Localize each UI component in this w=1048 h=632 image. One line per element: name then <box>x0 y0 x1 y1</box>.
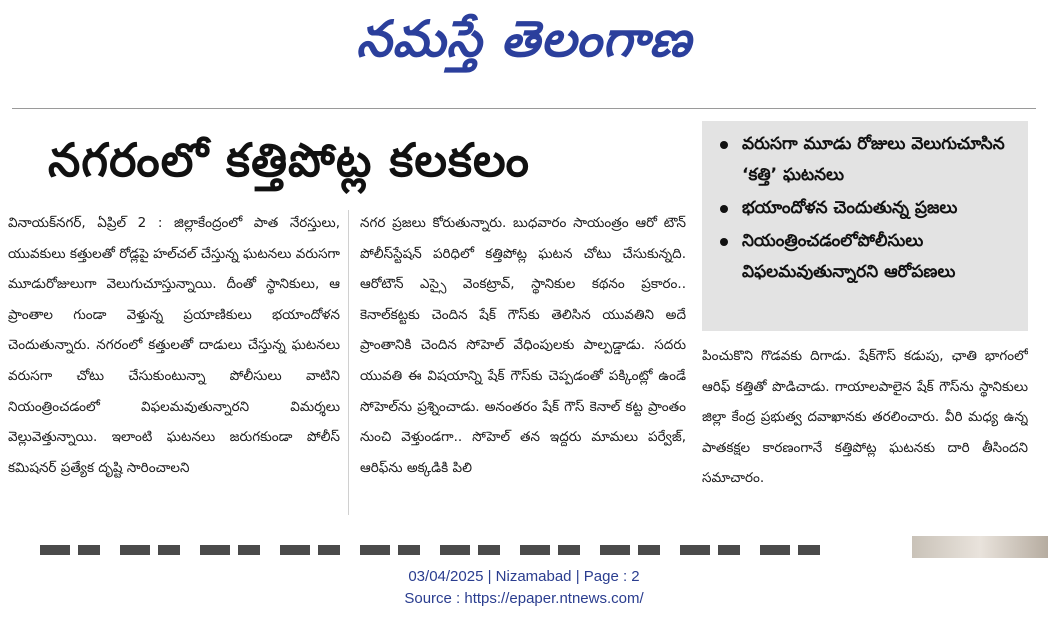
next-article-cutoff <box>40 545 840 555</box>
top-divider <box>12 108 1036 109</box>
bullet-icon <box>720 141 728 149</box>
photo-fragment <box>912 536 1048 558</box>
page-footer <box>0 566 1048 610</box>
bullet-icon <box>720 205 728 213</box>
article-headline: నగరంలో కత్తిపోట్ల కలకలం <box>48 133 530 187</box>
highlight-text: భయాందోళన చెందుతున్న ప్రజలు <box>742 198 958 218</box>
article-column-3: పించుకొని గొడవకు దిగాడు. షేక్‌గౌస్ కడుపు, ఛాతి భాగంలో ఆరిఫ్ కత్తితో పొడిచాడు. గాయాలపాలైన షేక్ గౌస్‌ను స్థానికులు జిల్లా కేంద్ర ప్రభుత్వ దవాఖానకు తరలించారు. వీరి మధ్య ఉన్న పాతకక్షల కారణంగానే కత్తిపోట్ల ఘటనకు దారి తీసిందని సమాచారం. <box>702 348 1028 487</box>
footer-source: Source : https://epaper.ntnews.com/ <box>404 590 644 607</box>
highlight-text: వరుసగా మూడు రోజులు వెలుగుచూసిన ‘కత్తి’ ఘటనలు <box>742 134 1005 185</box>
highlight-text: నియంత్రించడంలోపోలీసులు విఫలమవుతున్నారని ఆరోపణలు <box>742 231 956 282</box>
highlights-box <box>702 121 1028 331</box>
article-column-1: వినాయక్‌నగర్, ఏప్రిల్ 2 : జిల్లాకేంద్రంలో పాత నేరస్తులు, యువకులు కత్తులతో రోడ్లపై హల్‌చల్ చేస్తున్న ఘటనలు వరుసగా మూడురోజులుగా వెలుగుచూస్తున్నాయి. దీంతో స్థానికులు, ఆ ప్రాంతాల గుండా వెళ్తున్న ప్రయాణికులు భయాందోళన చెందుతున్నారు. నగరంలో కత్తులతో దాడులు చేస్తున్న ఘటనలు వరుసగా చోటు చేసుకుంటున్నా పోలీసులు వాటిని నియంత్రించడంలో విఫలమవుతున్నారని విమర్శలు వెల్లువెత్తున్నాయి. ఇలాంటి ఘటనలు జరుగకుండా పోలీస్ కమిషనర్ ప్రత్యేక దృష్టి సారించాలని <box>8 215 340 476</box>
highlight-item <box>720 226 1020 288</box>
masthead-logo: నమస్తే తెలంగాణ <box>356 10 692 68</box>
article-column-2: నగర ప్రజలు కోరుతున్నారు. బుధవారం సాయంత్రం ఆరో టౌన్ పోలీస్‌స్టేషన్ పరిధిలో కత్తిపోట్ల ఘటన చోటు చేసుకున్నది. ఆరోటౌన్ ఎస్సై వెంకట్రావ్, స్థానికుల కథనం ప్రకారం.. కెనాల్‌కట్టకు చెందిన షేక్ గౌస్‌కు తెలిసిన యువతిని అదే ప్రాంతానికి చెందిన సోహెల్ వేధింపులకు పాల్పడ్డాడు. సదరు యువతి ఈ విషయాన్ని షేక్ గౌస్‌కు చెప్పడంతో పక్కింట్లో ఉండే సోహెల్‌ను ప్రశ్నించాడు. అనంతరం షేక్ గౌస్ కెనాల్ కట్ట ప్రాంతం నుంచి వెళ్తుండగా.. సోహెల్ తన ఇద్దరు మామలు పర్వేజ్, ఆరిఫ్‌ను అక్కడికి పిలి <box>360 215 686 476</box>
bullet-icon <box>720 238 728 246</box>
column-divider <box>348 210 349 515</box>
footer-date-edition: 03/04/2025 | Nizamabad | Page : 2 <box>408 568 640 585</box>
highlight-item <box>720 193 1020 224</box>
highlight-item <box>720 129 1020 191</box>
